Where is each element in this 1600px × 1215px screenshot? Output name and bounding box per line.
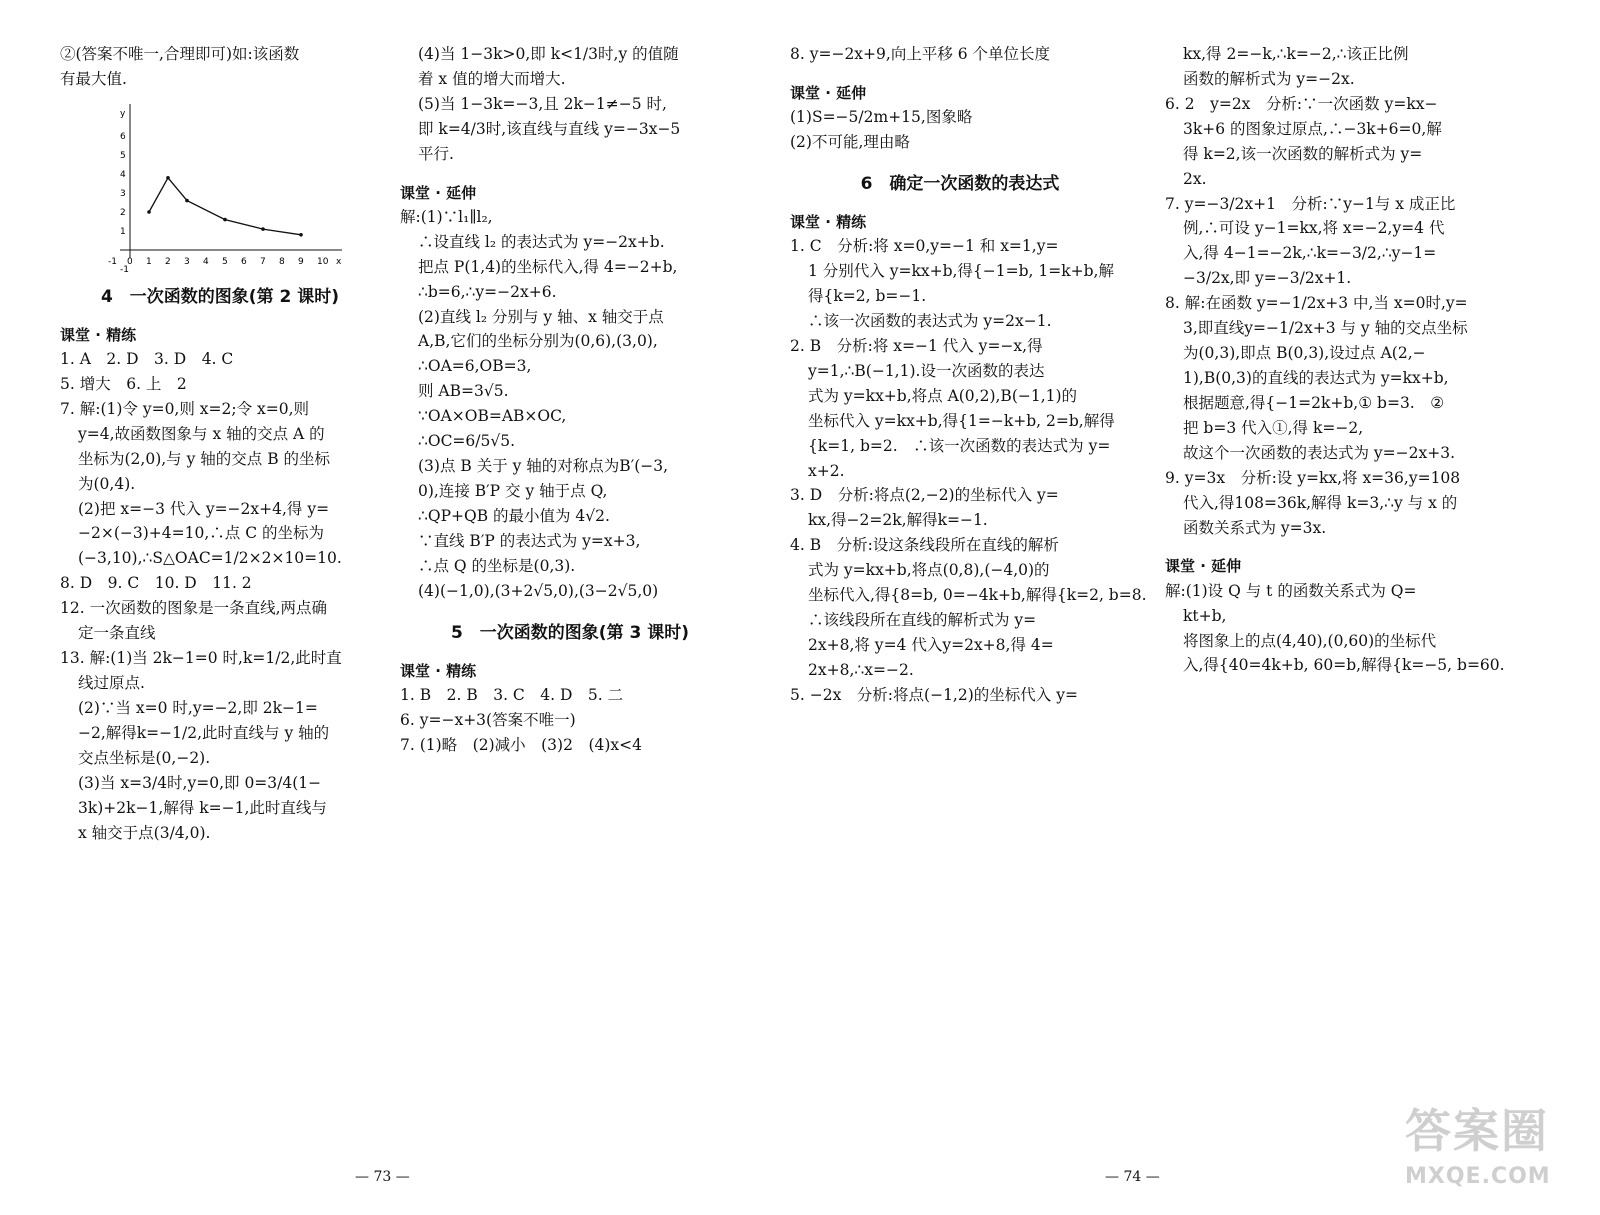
answer-line: {k=1, b=2. ∴该一次函数的表达式为 y= [808,436,1111,455]
answer-line: y=1,∴B(−1,1).设一次函数的表达 [808,361,1045,380]
answer-line: 2x+8,将 y=4 代入y=2x+8,得 4= [808,635,1054,654]
y-tick-label: 3 [120,188,126,199]
answer-line: (4)当 1−3k>0,即 k<1/3时,y 的值随 [418,45,679,63]
answer-line: (5)当 1−3k=−3,且 2k−1≠−5 时, [418,94,667,113]
answer-line: ∵直线 B′P 的表达式为 y=x+3, [418,531,641,550]
col1-answers [60,347,380,845]
y-tick-label: 5 [120,150,126,161]
y-tick-label: y [120,109,126,120]
col4-answers-part1 [1165,42,1545,540]
heading-extension-4: 课堂 · 延伸 [1165,557,1242,576]
answer-line: ∴该一次函数的表达式为 y=2x−1. [808,311,1052,330]
answer-line: 3k)+2k−1,解得 k=−1,此时直线与 [78,798,327,817]
graph-curve [149,178,301,235]
answer-line: (4)(−1,0),(3+2√5,0),(3−2√5,0) [418,581,659,600]
graph-point [185,199,189,203]
y-tick-label: 1 [120,226,126,237]
answer-line: ∴OA=6,OB=3, [418,357,532,376]
answer-line: 5. −2x 分析:将点(−1,2)的坐标代入 y= [790,685,1078,704]
x-tick-label: 9 [298,256,304,267]
answer-line: 9. y=3x 分析:设 y=kx,将 x=36,y=108 [1165,468,1461,487]
x-tick-label: 4 [203,256,209,267]
answer-line: 函数关系式为 y=3x. [1183,518,1327,537]
y-tick-label: 6 [120,131,126,142]
answer-line: 6. y=−x+3(答案不唯一) [400,710,576,729]
graph-points [147,176,303,237]
answer-line: 代入,得108=36k,解得 k=3,∴y 与 x 的 [1183,493,1458,512]
graph-point [299,233,303,237]
col2-answers-part1 [400,42,740,167]
y-tick-label: 2 [120,207,126,218]
x-tick-label: 6 [241,256,247,267]
graph-point [223,218,227,222]
answer-line: −2,解得k=−1/2,此时直线与 y 轴的 [78,723,330,742]
answer-line: 0),连接 B′P 交 y 轴于点 Q, [418,482,608,500]
answer-line: 6. 2 y=2x 分析:∵一次函数 y=kx− [1165,94,1438,113]
x-tick-label: 10 [317,256,329,267]
answer-line: 入,得{40=4k+b, 60=b,解得{k=−5, b=60. [1183,656,1505,675]
answer-line: 式为 y=kx+b,将点(0,8),(−4,0)的 [808,561,1050,580]
column-2 [400,42,740,758]
heading-practice-2: 课堂 · 精练 [400,661,477,680]
answer-line: 3k+6 的图象过原点,∴−3k+6=0,解 [1183,119,1442,138]
answer-line: 得 k=2,该一次函数的解析式为 y= [1183,144,1423,163]
answer-line: 则 AB=3√5. [418,382,509,401]
answer-line: kx,得−2=2k,解得k=−1. [808,511,988,530]
answer-line: x 轴交于点(3/4,0). [78,823,211,842]
answer-line: 平行. [418,144,454,163]
answer-line: 3,即直线y=−1/2x+3 与 y 轴的交点坐标 [1183,319,1468,338]
answer-line: 线过原点. [78,674,145,693]
section-title-6: 6 确定一次函数的表达式 [860,174,1060,195]
answer-line: (2)不可能,理由略 [790,133,910,152]
answer-line: 例,∴可设 y−1=kx,将 x=−2,y=4 代 [1183,219,1445,238]
answer-line: 解:(1)设 Q 与 t 的函数关系式为 Q= [1165,581,1417,600]
column-3 [790,42,1147,708]
x-tick-label: -1 [108,256,117,267]
answer-line: 4. B 分析:设这条线段所在直线的解析 [790,536,1059,555]
heading-extension: 课堂 · 延伸 [400,183,477,202]
answer-line: ∴设直线 l₂ 的表达式为 y=−2x+b. [418,232,665,251]
col2-answers-part3 [400,683,740,758]
answer-line: 即 k=4/3时,该直线与直线 y=−3x−5 [418,119,681,138]
answer-line: (−3,10),∴S△OAC=1/2×2×10=10. [78,549,342,568]
y-tick-label: -1 [120,264,129,275]
column-4 [1165,42,1545,678]
section-title-5: 5 一次函数的图象(第 3 课时) [450,622,690,643]
x-tick-label: 3 [184,256,190,267]
answer-line: 为(0,3),即点 B(0,3),设过点 A(2,− [1183,344,1426,363]
x-tick-labels [108,257,342,267]
answer-line: 1 分别代入 y=kx+b,得{−1=b, 1=k+b,解 [808,262,1114,281]
section-title-4: 4 一次函数的图象(第 2 课时) [100,286,340,307]
answer-line: ∴b=6,∴y=−2x+6. [418,282,557,301]
answer-line: (2)直线 l₂ 分别与 y 轴、x 轴交于点 [418,307,664,326]
answer-line: 7. 解:(1)令 y=0,则 x=2;令 x=0,则 [60,399,310,418]
answer-line: 2. B 分析:将 x=−1 代入 y=−x,得 [790,336,1043,355]
answer-line: 坐标为(2,0),与 y 轴的交点 B 的坐标 [78,449,331,468]
answer-line: (1)S=−5/2m+15,图象略 [790,108,973,127]
answer-line: 1. C 分析:将 x=0,y=−1 和 x=1,y= [790,237,1059,256]
answer-line: (3)当 x=3/4时,y=0,即 0=3/4(1− [78,773,322,792]
watermark-logo: 答案圈 MXQE.COM [1405,1104,1551,1190]
answer-line: 将图象上的点(4,40),(0,60)的坐标代 [1183,631,1437,650]
answer-line: 为(0,4). [78,474,136,493]
answer-line: 故这个一次函数的表达式为 y=−2x+3. [1183,443,1456,462]
intro-line-1: ②(答案不唯一,合理即可)如:该函数 [60,45,300,63]
y-tick-label: 4 [120,169,126,180]
answer-line: 7. y=−3/2x+1 分析:∵y−1与 x 成正比 [1165,194,1456,213]
answer-line: ∴该线段所在直线的解析式为 y= [808,611,1037,630]
x-tick-label: 8 [279,256,285,267]
answer-line: 3. D 分析:将点(2,−2)的坐标代入 y= [790,486,1059,505]
answer-line: (3)点 B 关于 y 轴的对称点为B′(−3, [418,457,669,476]
col3-answers-part3 [790,234,1147,708]
answer-line: 解:(1)∵l₁∥l₂, [400,207,493,226]
x-tick-label: 0 [127,256,133,267]
answer-line: 8. D 9. C 10. D 11. 2 [60,574,252,593]
answer-line: 1),B(0,3)的直线的表达式为 y=kx+b, [1183,368,1449,387]
column-1 [60,42,380,845]
answer-line: 得{k=2, b=−1. [808,287,927,306]
graph-point [166,176,170,180]
answer-line: 5. 增大 6. 上 2 [60,374,187,393]
answer-line: 2x+8,∴x=−2. [808,660,914,679]
answer-line: 13. 解:(1)当 2k−1=0 时,k=1/2,此时直 [60,649,342,668]
heading-practice: 课堂 · 精练 [60,325,137,344]
answer-line: ∵OA×OB=AB×OC, [418,407,567,426]
answer-line: 1. A 2. D 3. D 4. C [60,350,234,369]
x-tick-label: 1 [146,256,152,267]
heading-extension-3: 课堂 · 延伸 [790,83,867,102]
x-tick-label: x [336,256,342,267]
answer-line: 7. (1)略 (2)减小 (3)2 (4)x<4 [400,735,642,754]
answer-line: (2)∵当 x=0 时,y=−2,即 2k−1= [78,698,318,717]
answer-line: kx,得 2=−k,∴k=−2,∴该正比例 [1183,45,1409,63]
answer-line: −2×(−3)+4=10,∴点 C 的坐标为 [78,524,324,543]
answer-line: 着 x 值的增大而增大. [418,69,566,88]
answer-line: 根据题意,得{−1=2k+b,① b=3. ② [1183,393,1445,412]
answer-line: 坐标代入,得{8=b, 0=−4k+b,解得{k=2, b=8. [808,586,1147,605]
heading-practice-3: 课堂 · 精练 [790,212,867,231]
answer-line: A,B,它们的坐标分别为(0,6),(3,0), [418,332,658,351]
col3-answers-part1 [790,42,1130,67]
answer-line: 8. 解:在函数 y=−1/2x+3 中,当 x=0时,y= [1165,294,1468,313]
answer-line: 定一条直线 [78,624,156,643]
answer-line: 入,得 4−1=−2k,∴k=−3/2,∴y−1= [1183,244,1437,263]
answer-line: kt+b, [1183,606,1227,625]
intro-line-2: 有最大值. [60,69,127,88]
answer-line: 把 b=3 代入①,得 k=−2, [1183,418,1364,437]
answer-line: 函数的解析式为 y=−2x. [1183,69,1355,88]
answer-line: 1. B 2. B 3. C 4. D 5. 二 [400,685,624,704]
x-tick-label: 7 [260,256,266,267]
page-number-74: — 74 — [1105,1169,1160,1185]
answer-line: ∴点 Q 的坐标是(0,3). [418,556,576,575]
answer-line: 2x. [1183,169,1207,188]
answer-line: 坐标代入 y=kx+b,得{1=−k+b, 2=b,解得 [808,411,1115,430]
answer-line: 把点 P(1,4)的坐标代入,得 4=−2+b, [418,257,678,276]
answer-line: y=4,故函数图象与 x 轴的交点 A 的 [78,424,325,443]
answer-line: 式为 y=kx+b,将点 A(0,2),B(−1,1)的 [808,386,1078,405]
answer-line: 8. y=−2x+9,向上平移 6 个单位长度 [790,45,1051,63]
col4-answers-part2 [1165,579,1545,679]
col3-answers-part2 [790,105,1130,155]
answer-line: ∴QP+QB 的最小值为 4√2. [418,506,610,525]
graph-point [147,210,151,214]
page-number-73: — 73 — [355,1169,410,1185]
function-graph [108,98,350,275]
answer-line: −3/2x,即 y=−3/2x+1. [1183,269,1352,288]
answer-line: x+2. [808,461,845,480]
answer-line: (2)把 x=−3 代入 y=−2x+4,得 y= [78,499,330,518]
x-tick-label: 5 [222,256,228,267]
answer-line: 交点坐标是(0,−2). [78,748,211,767]
col2-answers-part2 [400,205,740,604]
answer-line: ∴OC=6/5√5. [418,432,516,451]
x-tick-label: 2 [165,256,171,267]
graph-point [261,227,265,231]
answer-line: 12. 一次函数的图象是一条直线,两点确 [60,599,328,618]
